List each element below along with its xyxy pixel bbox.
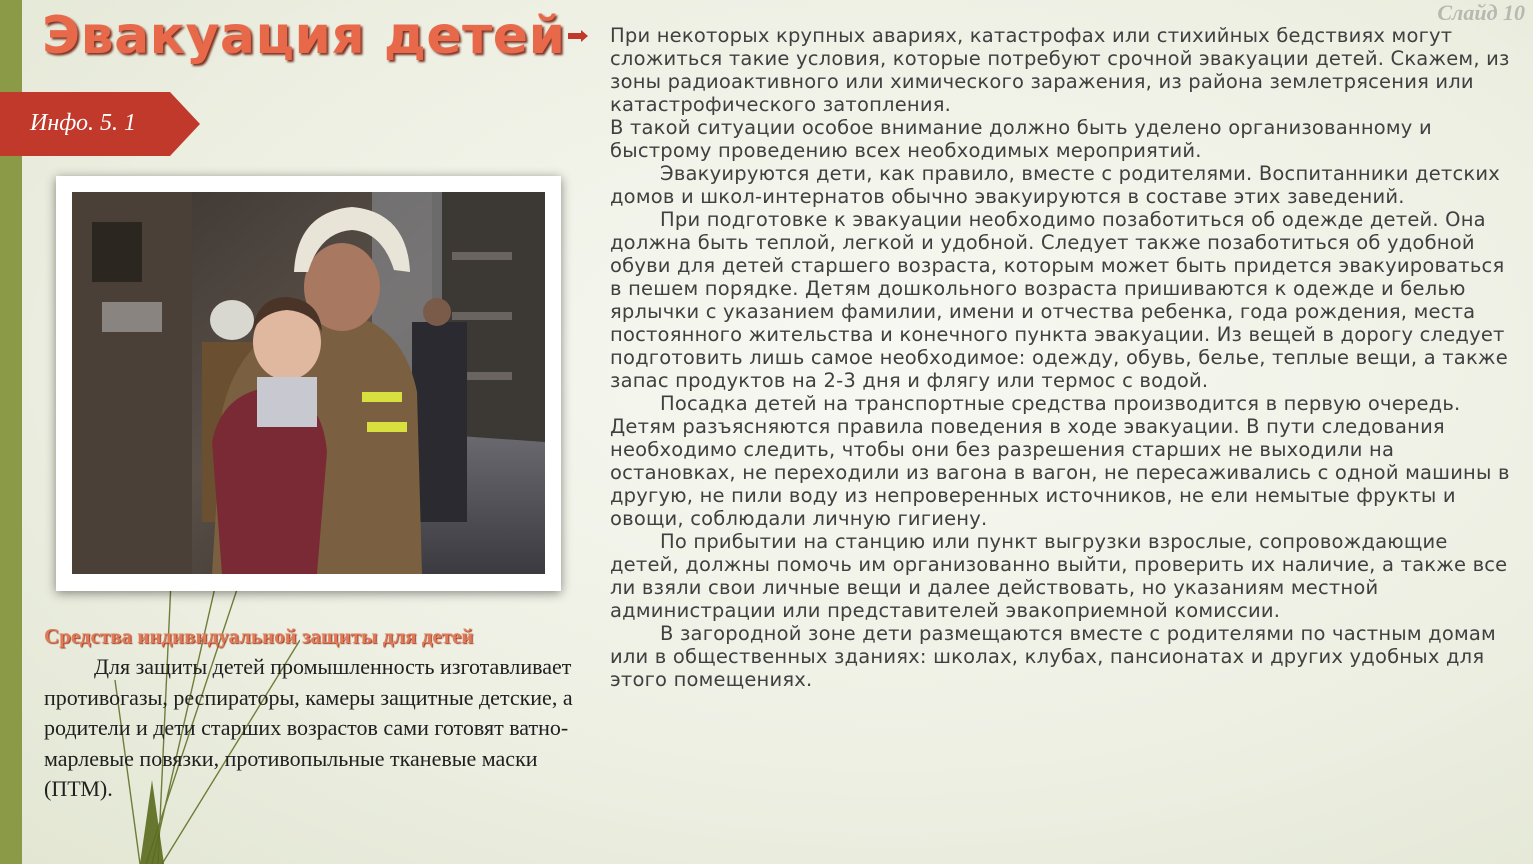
info-tag [0,92,200,156]
firefighter-rescuing-child-photo [72,192,545,574]
paragraph: При подготовке к эвакуации необходимо позаботиться об одежде детей. Она должна быть теплой, легкой и удобной. Следует также позаботиться об удобной обуви для детей старшего возраста, которым может быть придется эвакуироваться в пешем порядке. Детям дошкольного возраста пришиваются к одежде и белью ярлычки с указанием фамилии, имени и отчества ребенка, года рождения, места постоянного жительства и конечного пункта эвакуации. Из вещей в дорогу следует подготовить лишь самое необходимое: одежду, обувь, белье, теплые вещи, а также запас продуктов на 2-3 дня и флягу или термос с водой. [610,208,1508,392]
paragraph: Эвакуируются дети, как правило, вместе с родителями. Воспитанники детских домов и школ-интернатов обычно эвакуируются в составе этих заведений. [610,162,1500,208]
paragraph: При некоторых крупных авариях, катастрофах или стихийных бедствиях могут сложиться такие условия, которые потребуют срочной эвакуации детей. Скажем, из зоны радиоактивного или химического заражения, из района землетрясения или катастрофического затопления. [610,24,1510,116]
protection-heading: Средства индивидуальной защиты для детей [44,624,474,648]
protection-text-content: Для защиты детей промышленность изготавливает противогазы, респираторы, камеры защитные детские, а родители и дети старших возрастов сами готовят ватно-марлевые повязки, противопыльные тканевые маски (ПТМ). [44,654,573,801]
info-label: Инфо. 5. 1 [30,110,136,136]
paragraph: В загородной зоне дети размещаются вместе с родителями по частным домам или в общественных зданиях: школах, клубах, пансионатах и других удобных для этого помещениях. [610,622,1496,691]
paragraph: Посадка детей на транспортные средства производится в первую очередь. Детям разъясняются правила поведения в ходе эвакуации. В пути следования необходимо следить, чтобы они без разрешения старших не выходили на остановках, не переходили из вагона в вагон, не пересаживались с одной машины в другую, не пили воду из непроверенных источников, не ели немытые фрукты и овощи, соблюдали личную гигиену. [610,392,1510,530]
paragraph: В такой ситуации особое внимание должно быть уделено организованному и быстрому проведению всех необходимых мероприятий. [610,116,1432,162]
bullet-arrow-icon [568,30,588,42]
paragraph: По прибытии на станцию или пункт выгрузки взрослые, сопровождающие детей, должны помочь им организованно выйти, проверить их наличие, а также все ли взяли свои личные вещи и далее действовать, но указаниям местной администрации или представителей эвакоприемной комиссии. [610,530,1508,622]
slide-title: Эвакуация детей [42,6,566,66]
protection-text [44,652,604,805]
main-text-block [610,24,1510,691]
photo-frame [56,176,561,591]
slide-number: Слайд 10 [1437,0,1525,25]
